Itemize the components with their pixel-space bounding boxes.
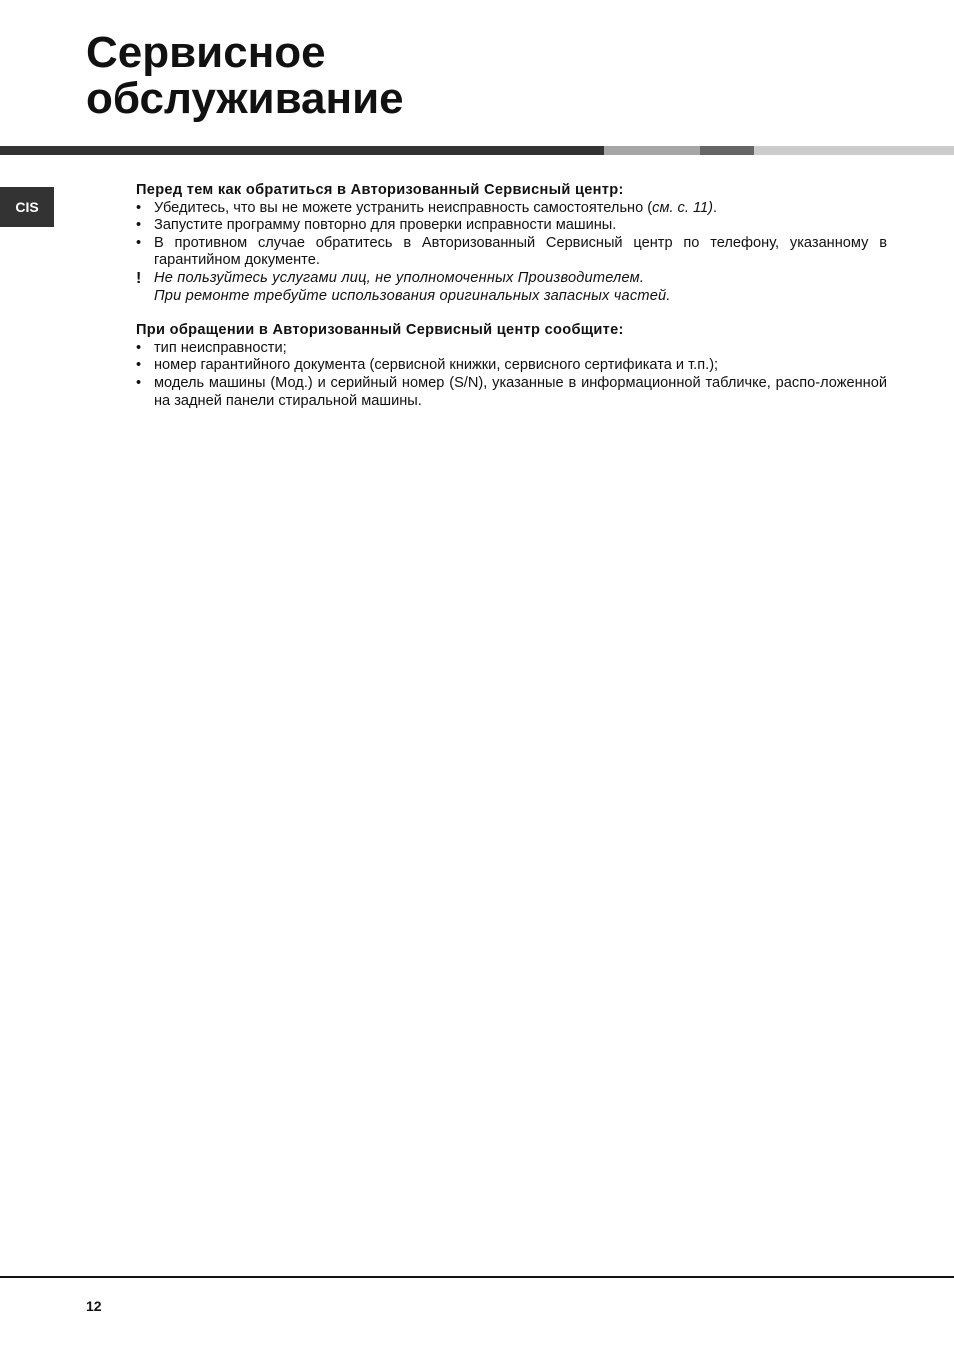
- page-number: 12: [86, 1298, 102, 1314]
- warning-line-1: Не пользуйтесь услугами лиц, не уполномоченных Производителем.: [154, 269, 645, 286]
- list-item: [136, 235, 887, 270]
- bullet-icon: •: [136, 357, 142, 374]
- divider-segment-dark-2: [700, 146, 754, 155]
- item-text: номер гарантийного документа (сервисной книжки, сервисного сертификата и т.п.);: [154, 357, 719, 374]
- list-item: [136, 200, 887, 218]
- warning-line-2: При ремонте требуйте использования оригинальных запасных частей.: [154, 287, 671, 304]
- exclamation-icon: !: [136, 269, 142, 287]
- divider-segment-dark: [0, 146, 604, 155]
- footer-divider: [0, 1276, 954, 1278]
- bullet-icon: •: [136, 217, 142, 234]
- title-line-1: Сервисное: [86, 28, 326, 77]
- item-text-end: .: [712, 199, 718, 216]
- section1-list: [136, 200, 887, 270]
- section2-list: [136, 340, 887, 410]
- header-divider: [0, 146, 954, 155]
- bullet-icon: •: [136, 339, 142, 356]
- bullet-icon: •: [136, 199, 142, 216]
- section1-heading: Перед тем как обратиться в Авторизованный Сервисный центр:: [136, 182, 624, 198]
- list-item: [136, 340, 887, 358]
- item-text: Убедитесь, что вы не можете устранить неисправность самостоятельно (: [154, 199, 653, 216]
- page-title: [86, 30, 404, 122]
- divider-segment-light: [754, 146, 954, 155]
- section2-heading: При обращении в Авторизованный Сервисный центр сообщите:: [136, 322, 624, 339]
- list-item: [136, 217, 887, 235]
- warning-note: [136, 270, 887, 305]
- page-reference: см. с. 11): [652, 199, 713, 216]
- divider-segment-mid: [604, 146, 700, 155]
- item-text: Запустите программу повторно для проверки исправности машины.: [154, 217, 617, 234]
- language-tab: CIS: [0, 187, 54, 227]
- title-line-2: обслуживание: [86, 74, 404, 123]
- list-item: [136, 375, 887, 410]
- bullet-icon: •: [136, 234, 142, 251]
- list-item: [136, 357, 887, 375]
- item-text: В противном случае обратитесь в Авторизованный Сервисный центр по телефону, указанному в гарантийном документе.: [154, 234, 887, 269]
- section2: [136, 322, 887, 410]
- main-content: [136, 182, 887, 410]
- item-text: тип неисправности;: [154, 339, 287, 356]
- item-text: модель машины (Мод.) и серийный номер (S/N), указанные в информационной табличке, распо-ложенной на задней панели стиральной машины.: [154, 374, 887, 409]
- bullet-icon: •: [136, 374, 142, 391]
